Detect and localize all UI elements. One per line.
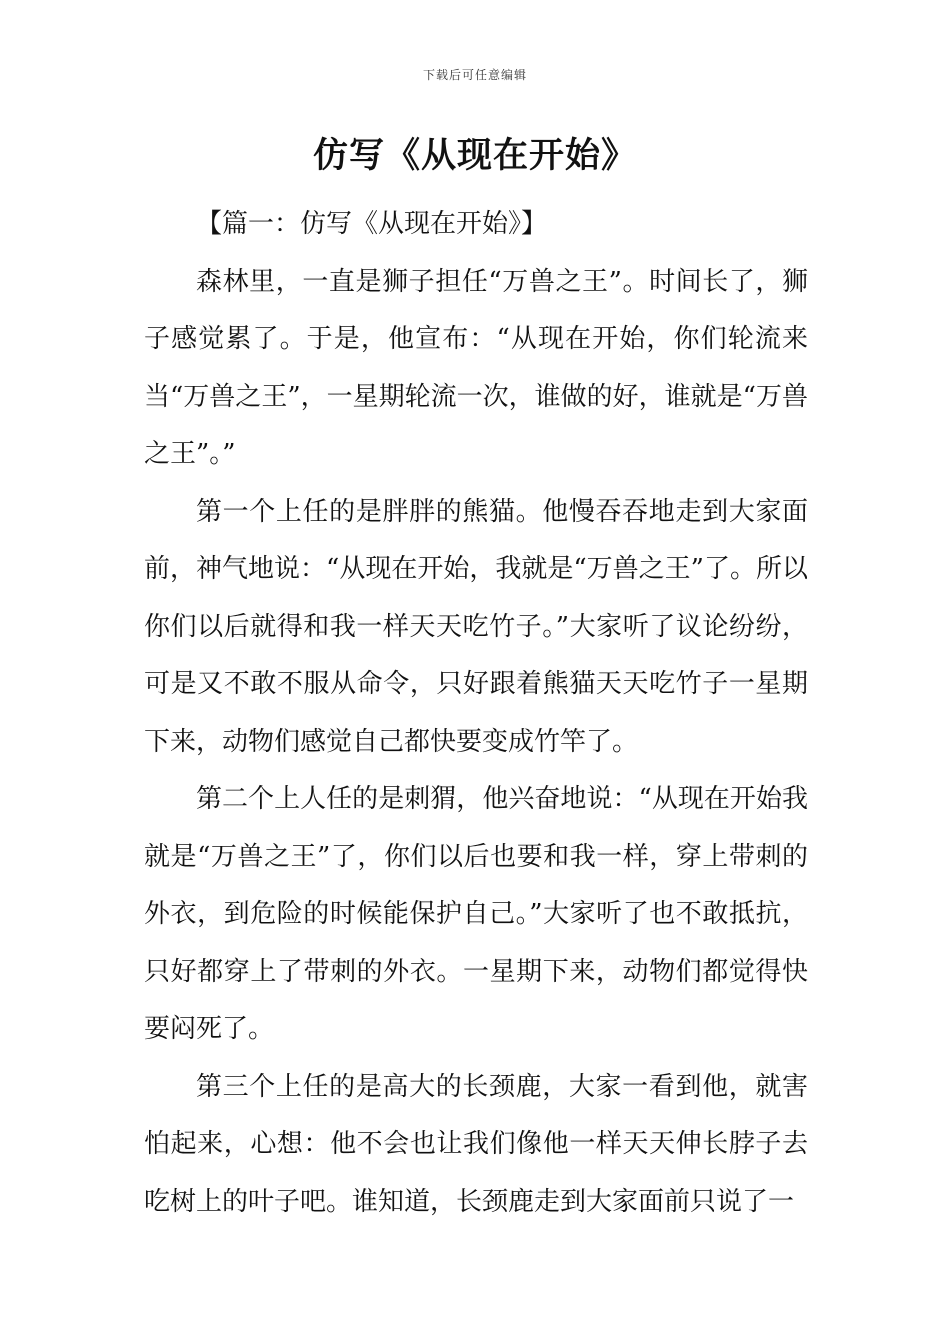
- header-note: 下载后可任意编辑: [422, 68, 527, 82]
- section-heading: 【篇一：仿写《从现在开始》】: [196, 209, 548, 239]
- paragraph: 第二个上人任的是刺猬，他兴奋地说：“从现在开始我就是“万兽之王”了，你们以后也要和我一样，穿上带刺的外衣，到危险的时候能保护自己。”大家听了也不敢抵抗，只好都穿上了带刺的外衣。一星期下来，动物们都觉得快要闷死了。: [144, 784, 808, 1044]
- paragraph: 第一个上任的是胖胖的熊猫。他慢吞吞地走到大家面前，神气地说：“从现在开始，我就是“万兽之王”了。所以你们以后就得和我一样天天吃竹子。”大家听了议论纷纷，可是又不敢不服从命令，只好跟着熊猫天天吃竹子一星期下来，动物们感觉自己都快要变成竹竿了。: [144, 496, 808, 757]
- paragraph: 森林里，一直是狮子担任“万兽之王”。时间长了，狮子感觉累了。于是，他宣布：“从现在开始，你们轮流来当“万兽之王”，一星期轮流一次，谁做的好，谁就是“万兽之王”。”: [144, 266, 808, 469]
- document-body: [144, 196, 808, 1231]
- document-title: 仿写《从现在开始》: [312, 136, 637, 176]
- paragraph: 第三个上任的是高大的长颈鹿，大家一看到他，就害怕起来，心想：他不会也让我们像他一样天天伸长脖子去吃树上的叶子吧。谁知道，长颈鹿走到大家面前只说了一: [144, 1071, 808, 1217]
